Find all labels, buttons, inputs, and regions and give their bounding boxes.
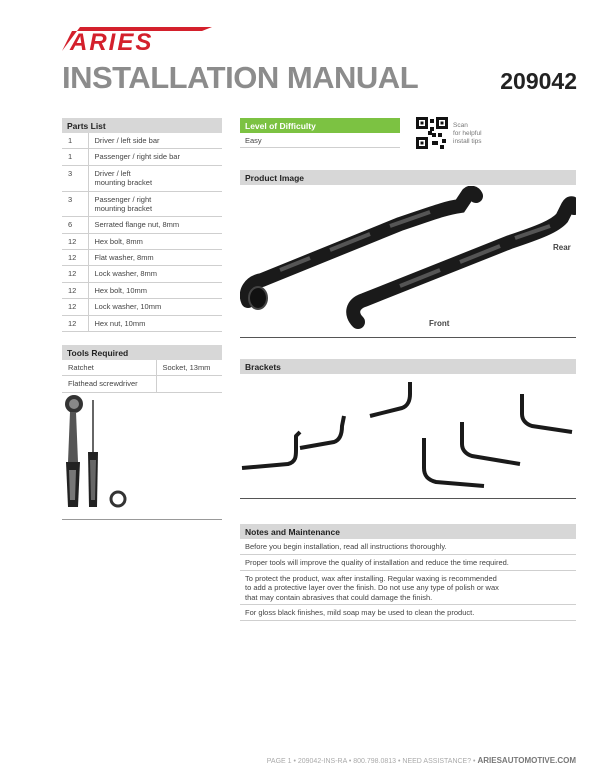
part-qty: 12	[62, 266, 88, 282]
parts-row	[62, 149, 222, 165]
qr-caption: Scan for helpful install tips	[453, 122, 482, 145]
logo-text: ARIES	[70, 29, 154, 53]
driver-side-bar	[247, 193, 476, 309]
parts-row	[62, 266, 222, 282]
part-qty: 12	[62, 250, 88, 266]
part-number: 209042	[500, 68, 577, 94]
parts-list-heading: Parts List	[62, 118, 222, 133]
qr-code-icon[interactable]	[416, 117, 448, 149]
parts-list-table	[62, 133, 222, 332]
page-title: INSTALLATION MANUAL	[62, 60, 419, 95]
screwdriver-icon	[88, 400, 98, 507]
label-rear: Rear	[553, 243, 571, 252]
difficulty-heading: Level of Difficulty	[240, 118, 400, 133]
tools-table	[62, 360, 222, 393]
part-qty: 6	[62, 217, 88, 233]
tools-heading: Tools Required	[62, 345, 222, 360]
page-footer	[267, 756, 576, 765]
note-item: To protect the product, wax after installing. Regular waxing is recommended to add a protective layer over the finish. Do not use any type of polish or wax that may contain abrasives that could damage the finish.	[240, 571, 576, 605]
parts-row	[62, 250, 222, 266]
part-qty: 3	[62, 165, 88, 191]
part-desc: Driver / left mounting bracket	[88, 165, 222, 191]
parts-row	[62, 133, 222, 149]
tools-bottom-rule	[62, 519, 222, 520]
passenger-side-bar	[353, 203, 574, 322]
part-desc: Driver / left side bar	[88, 133, 222, 149]
parts-row	[62, 233, 222, 249]
part-desc: Lock washer, 8mm	[88, 266, 222, 282]
part-desc: Hex bolt, 10mm	[88, 282, 222, 298]
part-qty: 12	[62, 315, 88, 331]
part-desc: Flat washer, 8mm	[88, 250, 222, 266]
brackets-image	[240, 376, 576, 496]
part-desc: Passenger / right side bar	[88, 149, 222, 165]
brackets-heading: Brackets	[240, 359, 576, 374]
bracket-3	[370, 382, 410, 416]
part-qty: 12	[62, 282, 88, 298]
parts-row	[62, 217, 222, 233]
parts-row	[62, 191, 222, 217]
tools-row	[62, 376, 222, 392]
product-image-heading: Product Image	[240, 170, 576, 185]
parts-row	[62, 299, 222, 315]
tool-name: Ratchet	[62, 360, 156, 376]
brackets-rule	[240, 498, 576, 499]
part-desc: Lock washer, 10mm	[88, 299, 222, 315]
bracket-5	[462, 422, 520, 464]
tools-row	[62, 360, 222, 376]
part-desc: Serrated flange nut, 8mm	[88, 217, 222, 233]
note-item: For gloss black finishes, mild soap may be used to clean the product.	[240, 605, 576, 621]
parts-row	[62, 165, 222, 191]
part-desc: Passenger / right mounting bracket	[88, 191, 222, 217]
part-qty: 12	[62, 299, 88, 315]
bracket-6	[522, 394, 572, 432]
bracket-2	[300, 416, 344, 448]
tool-name	[156, 376, 222, 392]
part-qty: 1	[62, 149, 88, 165]
part-qty: 12	[62, 233, 88, 249]
parts-row	[62, 282, 222, 298]
parts-row	[62, 315, 222, 331]
product-image-rule	[240, 337, 576, 338]
tools-illustration	[60, 392, 130, 514]
bracket-4	[424, 438, 484, 486]
note-item: Proper tools will improve the quality of installation and reduce the time required.	[240, 555, 576, 571]
website-link[interactable]: ARIESAUTOMOTIVE.COM	[477, 756, 576, 765]
note-item: Before you begin installation, read all instructions thoroughly.	[240, 539, 576, 555]
aries-logo	[62, 27, 212, 53]
notes-heading: Notes and Maintenance	[240, 524, 576, 539]
label-front: Front	[429, 319, 450, 328]
tool-name: Flathead screwdriver	[62, 376, 156, 392]
socket-icon	[111, 492, 125, 506]
ratchet-icon	[65, 395, 83, 507]
difficulty-value: Easy	[240, 133, 400, 148]
part-qty: 1	[62, 133, 88, 149]
side-bars-image	[240, 186, 576, 336]
part-desc: Hex bolt, 8mm	[88, 233, 222, 249]
part-desc: Hex nut, 10mm	[88, 315, 222, 331]
part-qty: 3	[62, 191, 88, 217]
tool-name: Socket, 13mm	[156, 360, 222, 376]
footer-text: PAGE 1 • 209042-INS-RA • 800.798.0813 • NEED ASSISTANCE? •	[266, 758, 476, 765]
bracket-1	[242, 432, 300, 468]
